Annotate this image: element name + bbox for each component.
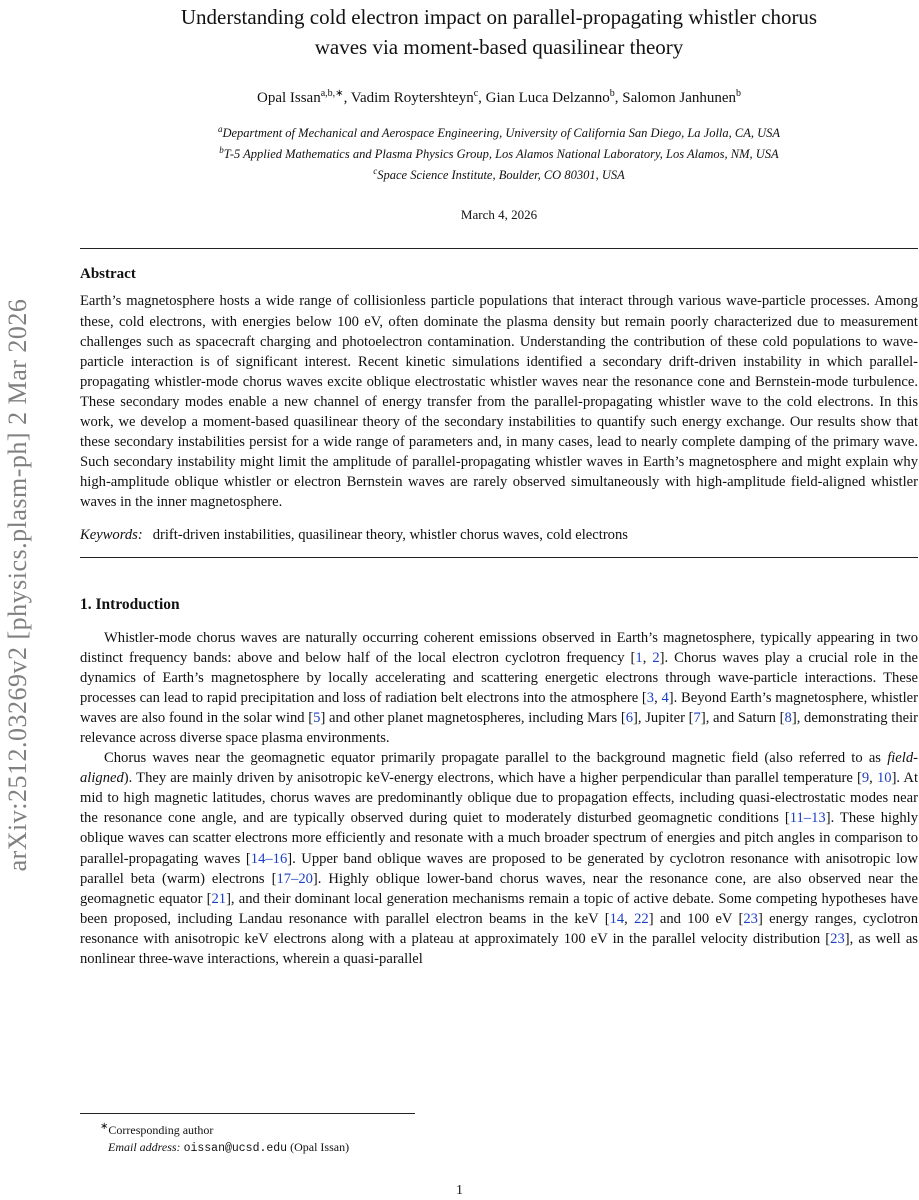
- author-affiliation-mark: a,b,∗: [320, 88, 344, 99]
- email-link[interactable]: oissan@ucsd.edu: [183, 1142, 288, 1155]
- citation-link[interactable]: 4: [661, 689, 669, 706]
- citation-link[interactable]: 6: [625, 709, 633, 726]
- citation-link[interactable]: 23: [830, 930, 845, 947]
- divider: [80, 248, 918, 249]
- author-name: Opal Issan: [256, 90, 321, 106]
- arxiv-id: arXiv:2512.03269v2 [physics.plasm-ph] 2 Mar 2026: [3, 298, 32, 872]
- paper-page: [80, 0, 918, 969]
- citation-link[interactable]: 8: [784, 709, 792, 726]
- keywords-text: drift-driven instabilities, quasilinear theory, whistler chorus waves, cold electrons: [152, 526, 628, 543]
- email-owner: (Opal Issan): [290, 1140, 350, 1154]
- intro-paragraph-1: Whistler-mode chorus waves are naturally occurring coherent emissions observed in Earth’s magnetosphere, typically appearing in two distinct frequency bands: above and below half of the local electron cyclotron frequency [1, 2]. Chorus waves play a crucial role in the dynamics of Earth’s magnetosphere by locally accelerating and scattering energetic electrons through wave-particle interactions. These processes can lead to rapid precipitation and loss of radiation belt electrons into the atmosphere [3, 4]. Beyond Earth’s magnetosphere, whistler waves are also found in the solar wind [5] and other planet magnetospheres, including Mars [6], Jupiter [7], and Saturn [8], demonstrating their relevance across diverse space plasma environments.: [80, 629, 919, 746]
- author-affiliation-mark: b: [736, 88, 742, 99]
- author-name: Gian Luca Delzanno: [485, 90, 610, 106]
- section-heading: 1. Introduction: [80, 595, 180, 613]
- affiliation-line: $^a$Department of Mechanical and Aerospace Engineering, University of California San Diego, La Jolla, CA, USA: [217, 124, 781, 141]
- emphasized-term: field-aligned: [80, 750, 918, 787]
- intro-paragraph-2: Chorus waves near the geomagnetic equator primarily propagate parallel to the background magnetic field (also referred to as field-aligned). They are mainly driven by anisotropic keV-energy electrons, which have a higher perpendicular than parallel temperature [9, 10]. At mid to high magnetic latitudes, chorus waves are predominantly oblique due to propagation effects, including quasi-electrostatic modes near the resonance cone angle, and are typically observed during quiet to moderately disturbed geomagnetic conditions [11–13]. These highly oblique waves can scatter electrons more efficiently and resonate with a much broader spectrum of energies and pitch angles in comparison to parallel-propagating waves [14–16]. Upper band oblique waves are proposed to be generated by cyclotron resonance with anisotropic low parallel beta (warm) electrons [17–20]. Highly oblique lower-band chorus waves, near the resonance cone, are also observed near the geomagnetic equator [21], and their dominant local generation mechanisms remain a topic of active debate. Some competing hypotheses have been proposed, including Landau resonance with parallel electron beams in the keV [14, 22] and 100 eV [23] energy ranges, cyclotron resonance with anisotropic keV electrons along with a plateau at approximately 100 eV in the parallel velocity distribution [23], as well as nonlinear three-wave interactions, wherein a quasi-parallel: [80, 750, 919, 967]
- citation-link[interactable]: 17–20: [276, 870, 313, 887]
- email-label: Email address:: [108, 1140, 181, 1154]
- footnote-corresponding: Corresponding author: [108, 1123, 214, 1137]
- keywords: [80, 527, 918, 544]
- keywords-label: Keywords:: [80, 526, 143, 543]
- divider: [80, 557, 918, 558]
- page-number: 1: [456, 1183, 463, 1198]
- arxiv-sidebar-stamp: [0, 195, 36, 975]
- footnote-divider: [80, 1113, 415, 1114]
- citation-link[interactable]: 14: [609, 910, 625, 927]
- author-name: Vadim Roytershteyn: [350, 90, 474, 106]
- citation-link[interactable]: 22: [634, 910, 649, 927]
- affiliation-line: $^c$Space Science Institute, Boulder, CO 80301, USA: [373, 166, 625, 183]
- citation-link[interactable]: 3: [646, 689, 655, 706]
- affiliation-line: $^b$T-5 Applied Mathematics and Plasma Physics Group, Los Alamos National Laboratory, Los Alamos, NM, USA: [219, 145, 779, 162]
- citation-link[interactable]: 1: [635, 649, 643, 666]
- citation-link[interactable]: 11–13: [789, 810, 826, 827]
- citation-link[interactable]: 23: [743, 910, 758, 927]
- citation-link[interactable]: 21: [211, 890, 227, 907]
- paper-date: March 4, 2026: [460, 207, 538, 223]
- author-list: Opal Issan$^{a,b,∗}$, Vadim Roytershteyn$^c$, Gian Luca Delzanno$^b$, Salomon Janhunen$^b$: [256, 88, 742, 106]
- abstract-heading: Abstract: [80, 266, 136, 283]
- paper-title: Understanding cold electron impact on parallel-propagating whistler chorus waves via moment-based quasilinear theory: [180, 5, 818, 59]
- citation-link[interactable]: 2: [652, 649, 660, 666]
- affiliations: [80, 121, 918, 184]
- citation-link[interactable]: 9: [861, 770, 870, 787]
- footnote: ∗Corresponding author Email address: oissan@ucsd.edu (Opal Issan): [100, 1121, 350, 1155]
- citation-link[interactable]: 10: [876, 770, 892, 787]
- citation-link[interactable]: 7: [693, 709, 701, 726]
- author-affiliation-mark: b: [609, 88, 615, 99]
- citation-link[interactable]: 5: [313, 709, 321, 726]
- author-affiliation-mark: c: [473, 88, 479, 99]
- citation-link[interactable]: 14–16: [250, 850, 288, 867]
- author-name: Salomon Janhunen: [622, 90, 737, 106]
- abstract-text: Earth’s magnetosphere hosts a wide range of collisionless particle populations that interact through various wave-particle processes. Among these, cold electrons, with energies below 100 eV, often dominate the plasma density but remain poorly characterized due to measurement challenges such as spacecraft charging and photoelectron contamination. Understanding the contribution of these cold populations to wave-particle interaction is of significant interest. Recent kinetic simulations identified a secondary drift-driven instability in which parallel-propagating whistler-mode chorus waves excite oblique electrostatic whistler waves near the resonance cone and Bernstein-mode turbulence. These secondary modes enable a new channel of energy transfer from the parallel-propagating whistler wave to the cold electrons. In this work, we develop a moment-based quasilinear theory of the secondary instabilities to quantify such energy exchange. Our results show that these secondary instabilities persist for a wide range of parameters and, in many cases, lead to nearly complete damping of the primary wave. Such secondary instability might limit the amplitude of parallel-propagating whistler waves in Earth’s magnetosphere and might explain why high-amplitude oblique whistler or electron Bernstein waves are rarely observed simultaneously with high-amplitude field-aligned whistler waves in the inner magnetosphere.: [80, 293, 918, 511]
